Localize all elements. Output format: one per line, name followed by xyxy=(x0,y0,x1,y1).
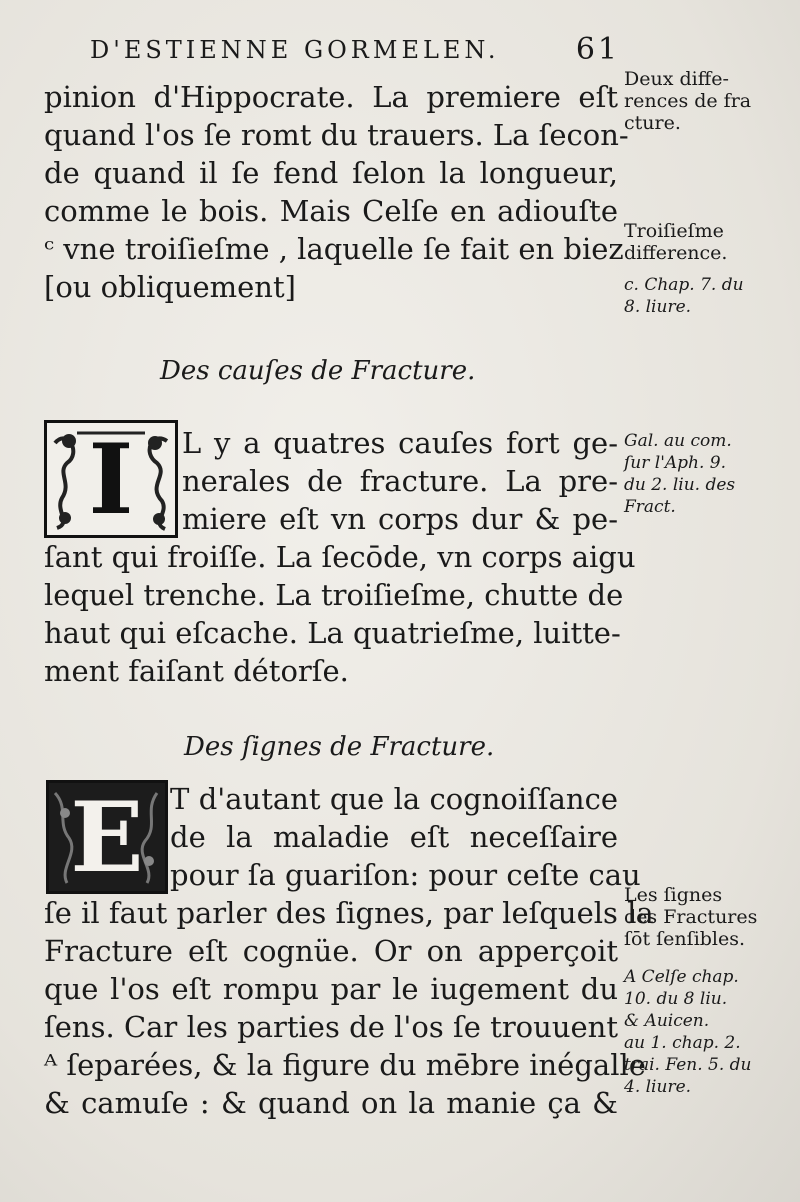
text-line: ment faiſant détorſe. xyxy=(44,654,349,688)
text-line: nerales de fracture. La pre- xyxy=(182,464,618,498)
margin-note-4 xyxy=(624,430,794,518)
text-line: ſens. Car les parties de l'os ſe trouuent xyxy=(44,1010,618,1044)
margin-line: c. Chap. 7. du xyxy=(624,275,744,295)
margin-line: difference. xyxy=(624,242,728,264)
initial-letter: I xyxy=(88,422,134,536)
text-line: ſe il faut parler des ſignes, par leſquels la xyxy=(44,896,654,930)
text-line: comme le bois. Mais Celſe en adiouſte xyxy=(44,194,618,228)
margin-line: Troiſieſme xyxy=(624,220,724,242)
margin-line: 10. du 8 liu. xyxy=(624,989,728,1009)
running-title: D'ESTIENNE GORMELEN. xyxy=(90,36,500,64)
section-heading-signs: Des ſignes de Fracture. xyxy=(184,732,495,762)
margin-note-2 xyxy=(624,220,794,264)
text-line: que l'os eſt rompu par le iugement du xyxy=(44,972,618,1006)
text-line: quand l'os ſe romt du trauers. La ſecon- xyxy=(44,118,629,152)
margin-line: ſōt ſenſibles. xyxy=(624,928,746,950)
text-line: ᶜ vne troiſieſme , laquelle ſe fait en biez xyxy=(44,232,624,266)
page-header xyxy=(90,32,620,76)
margin-line: au 1. chap. 2. xyxy=(624,1033,741,1053)
page-number: 61 xyxy=(575,32,620,67)
text-line: [ou obliquement] xyxy=(44,270,296,304)
margin-line: du 2. liu. des xyxy=(624,475,736,495)
margin-line: trai. Fen. 5. du xyxy=(624,1055,752,1075)
text-line: pour ſa guariſon: pour ceſte cau xyxy=(170,858,641,892)
margin-note-1 xyxy=(624,68,794,134)
margin-line: ſur l'Aph. 9. xyxy=(624,453,727,473)
margin-line: 8. liure. xyxy=(624,297,692,317)
paragraph-1 xyxy=(44,78,629,306)
margin-note-3 xyxy=(624,274,794,318)
margin-line: rences de fra xyxy=(624,90,752,112)
margin-line: Deux diffe- xyxy=(624,68,729,90)
margin-line: cture. xyxy=(624,112,681,134)
margin-line: Les ſignes xyxy=(624,884,723,906)
text-line: T d'autant que la cognoiſſance xyxy=(170,782,618,816)
margin-line: 4. liure. xyxy=(624,1077,692,1097)
text-line: de quand il ſe fend ſelon la longueur, xyxy=(44,156,618,190)
initial-letter: E xyxy=(70,780,144,894)
text-line: pinion d'Hippocrate. La premiere eſt xyxy=(44,80,618,114)
text-line: haut qui eſcache. La quatrieſme, luitte- xyxy=(44,616,621,650)
margin-note-6 xyxy=(624,966,794,1098)
margin-line: Gal. au com. xyxy=(624,431,732,451)
text-line: & camuſe : & quand on la manie ça & xyxy=(44,1086,618,1120)
margin-line: des Fractures xyxy=(624,906,758,928)
margin-note-5 xyxy=(624,884,794,950)
text-line: L y a quatres cauſes fort ge- xyxy=(182,426,618,460)
text-line: ᴬ ſeparées, & la figure du mēbre inégalle xyxy=(44,1048,646,1082)
text-line: Fracture eſt cognüe. Or on apperçoit xyxy=(44,934,618,968)
margin-line: A Celſe chap. xyxy=(624,967,739,987)
text-line: de la maladie eſt neceſſaire xyxy=(170,820,618,854)
text-line: miere eſt vn corps dur & pe- xyxy=(182,502,618,536)
text-line: ſant qui froiſſe. La ſecōde, vn corps aigu xyxy=(44,540,636,574)
margin-line: & Auicen. xyxy=(624,1011,710,1031)
margin-line: Fract. xyxy=(624,497,676,517)
text-line: lequel trenche. La troiſieſme, chutte de xyxy=(44,578,624,612)
section-heading-causes: Des cauſes de Fracture. xyxy=(160,356,476,386)
